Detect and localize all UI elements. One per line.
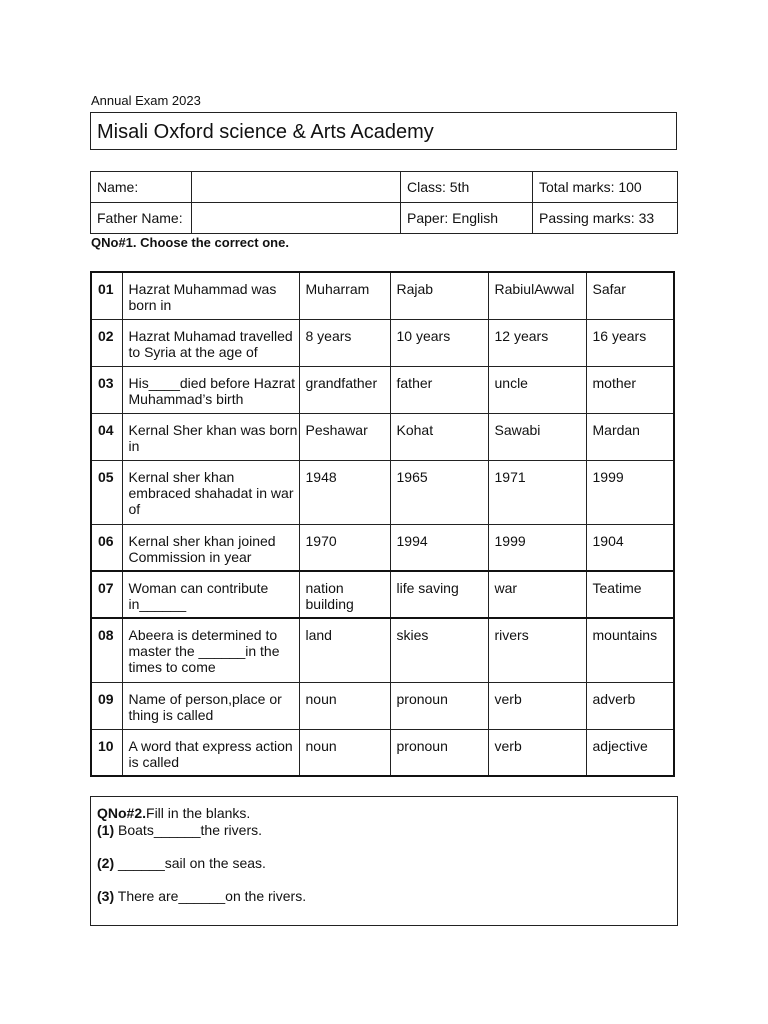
option-b[interactable]: 10 years — [390, 319, 488, 366]
question-text: Kernal sher khan embraced shahadat in war of — [122, 460, 299, 524]
option-d[interactable]: mountains — [586, 618, 674, 682]
option-b[interactable]: 1994 — [390, 524, 488, 571]
fill-blank-number: (1) — [97, 822, 115, 838]
option-a[interactable]: Peshawar — [299, 413, 390, 460]
question-text: His____died before Hazrat Muhammad’s birth — [122, 366, 299, 413]
question-text: Abeera is determined to master the ______in the times to come — [122, 618, 299, 682]
name-field[interactable] — [192, 172, 401, 203]
question-number: 04 — [91, 413, 122, 460]
option-b[interactable]: Kohat — [390, 413, 488, 460]
option-d[interactable]: adverb — [586, 682, 674, 729]
option-b[interactable]: life saving — [390, 571, 488, 618]
option-c[interactable]: 12 years — [488, 319, 586, 366]
option-d[interactable]: Safar — [586, 272, 674, 319]
option-a[interactable]: 8 years — [299, 319, 390, 366]
option-a[interactable]: noun — [299, 682, 390, 729]
fill-blank-text: ______sail on the seas. — [114, 855, 266, 871]
fill-blank-item — [97, 855, 671, 872]
option-a[interactable]: land — [299, 618, 390, 682]
option-a[interactable]: noun — [299, 729, 390, 776]
question-text: Name of person,place or thing is called — [122, 682, 299, 729]
option-b[interactable]: pronoun — [390, 729, 488, 776]
q2-heading — [97, 805, 671, 822]
q2-box — [90, 796, 678, 926]
question-text: Hazrat Muhammad was born in — [122, 272, 299, 319]
q2-heading-text: Fill in the blanks. — [146, 805, 251, 821]
mcq-row — [91, 413, 674, 460]
question-number: 02 — [91, 319, 122, 366]
option-d[interactable]: 16 years — [586, 319, 674, 366]
student-info-table — [90, 171, 678, 234]
mcq-row — [91, 366, 674, 413]
exam-year: Annual Exam 2023 — [91, 93, 201, 108]
fill-blank-text: There are______on the rivers. — [114, 888, 307, 904]
fill-blank-item — [97, 888, 671, 905]
academy-name: Misali Oxford science & Arts Academy — [97, 121, 434, 143]
mcq-row — [91, 618, 674, 682]
mcq-row — [91, 319, 674, 366]
option-a[interactable]: 1970 — [299, 524, 390, 571]
question-number: 07 — [91, 571, 122, 618]
fill-blank-text: Boats______the rivers. — [114, 822, 262, 838]
question-number: 08 — [91, 618, 122, 682]
question-text: Woman can contribute in______ — [122, 571, 299, 618]
question-number: 05 — [91, 460, 122, 524]
paper-label: Paper: English — [401, 203, 533, 234]
question-text: Kernal Sher khan was born in — [122, 413, 299, 460]
question-number: 01 — [91, 272, 122, 319]
question-number: 03 — [91, 366, 122, 413]
option-d[interactable]: Mardan — [586, 413, 674, 460]
option-c[interactable]: 1971 — [488, 460, 586, 524]
option-a[interactable]: grandfather — [299, 366, 390, 413]
academy-title-box — [90, 112, 677, 150]
option-c[interactable]: uncle — [488, 366, 586, 413]
mcq-row — [91, 571, 674, 618]
option-c[interactable]: verb — [488, 682, 586, 729]
option-c[interactable]: rivers — [488, 618, 586, 682]
option-b[interactable]: father — [390, 366, 488, 413]
option-b[interactable]: pronoun — [390, 682, 488, 729]
option-d[interactable]: 1904 — [586, 524, 674, 571]
option-c[interactable]: Sawabi — [488, 413, 586, 460]
passing-marks-label: Passing marks: 33 — [533, 203, 678, 234]
mcq-row — [91, 729, 674, 776]
q1-heading: QNo#1. Choose the correct one. — [91, 235, 289, 250]
option-b[interactable]: skies — [390, 618, 488, 682]
question-number: 06 — [91, 524, 122, 571]
name-label: Name: — [91, 172, 192, 203]
option-c[interactable]: verb — [488, 729, 586, 776]
option-b[interactable]: Rajab — [390, 272, 488, 319]
question-number: 09 — [91, 682, 122, 729]
question-text: Kernal sher khan joined Commission in year — [122, 524, 299, 571]
fill-blank-item — [97, 822, 671, 839]
option-d[interactable]: 1999 — [586, 460, 674, 524]
mcq-row — [91, 524, 674, 571]
info-row-1 — [91, 172, 678, 203]
q2-heading-number: QNo#2. — [97, 805, 147, 821]
fill-blank-number: (2) — [97, 855, 115, 871]
option-c[interactable]: 1999 — [488, 524, 586, 571]
mcq-row — [91, 460, 674, 524]
question-text: Hazrat Muhamad travelled to Syria at the age of — [122, 319, 299, 366]
father-name-field[interactable] — [192, 203, 401, 234]
class-label: Class: 5th — [401, 172, 533, 203]
option-c[interactable]: RabiulAwwal — [488, 272, 586, 319]
question-text: A word that express action is called — [122, 729, 299, 776]
option-d[interactable]: Teatime — [586, 571, 674, 618]
option-c[interactable]: war — [488, 571, 586, 618]
option-a[interactable]: 1948 — [299, 460, 390, 524]
mcq-row — [91, 272, 674, 319]
total-marks-label: Total marks: 100 — [533, 172, 678, 203]
option-b[interactable]: 1965 — [390, 460, 488, 524]
fill-blank-number: (3) — [97, 888, 115, 904]
mcq-row — [91, 682, 674, 729]
father-name-label: Father Name: — [91, 203, 192, 234]
mcq-table — [90, 271, 675, 777]
option-a[interactable]: nation building — [299, 571, 390, 618]
option-d[interactable]: mother — [586, 366, 674, 413]
option-a[interactable]: Muharram — [299, 272, 390, 319]
option-d[interactable]: adjective — [586, 729, 674, 776]
question-number: 10 — [91, 729, 122, 776]
info-row-2 — [91, 203, 678, 234]
